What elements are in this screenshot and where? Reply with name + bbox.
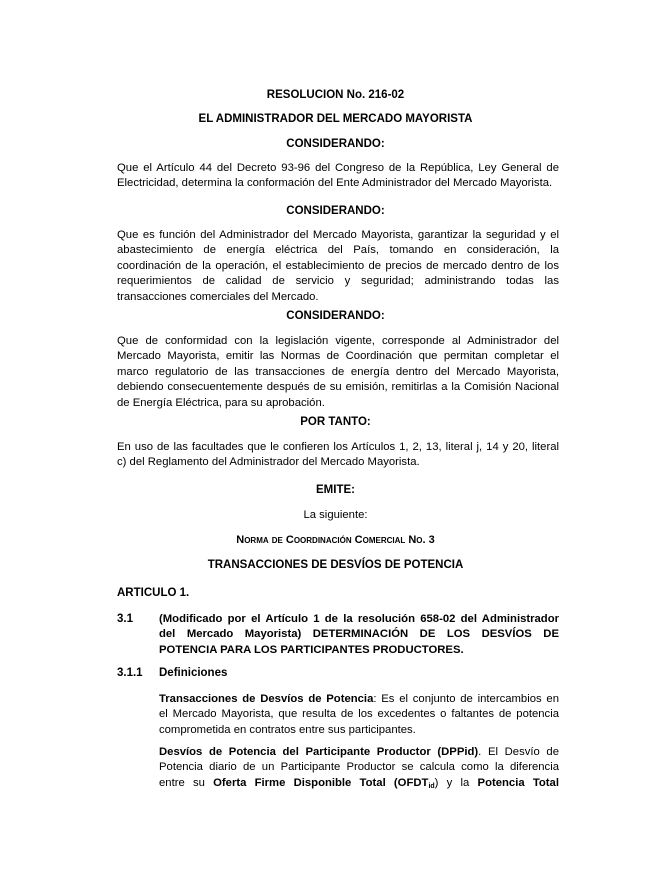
articulo-heading: ARTICULO 1. [117,587,190,599]
considerando-heading-3: CONSIDERANDO: [286,310,385,322]
definiciones-title: Definiciones [159,667,228,679]
considerando-heading-1: CONSIDERANDO: [286,138,385,150]
definition-text: ) y la [434,776,478,789]
text-line: Que el Artículo 44 del Decreto 93-96 del Congreso de la República, Ley General de [117,162,559,174]
text-line: coordinación de la operación, el establecimiento de precios de mercado dentro de los [117,259,559,272]
considerando-paragraph-1 [117,161,559,192]
text-line [159,745,559,760]
definition-text: entre su [159,776,214,789]
la-siguiente-text: La siguiente: [303,509,368,521]
section-number-3-1: 3.1 [117,613,133,625]
resolution-title: RESOLUCION No. 216-02 [266,89,405,101]
term-desvios: Desvíos de Potencia del Participante Productor (DPPid) [159,746,479,758]
definition-text: . El Desvío de [478,746,559,758]
administrator-heading: EL ADMINISTRADOR DEL MERCADO MAYORISTA [198,113,473,125]
text-line: marco regulatorio de las transacciones de energía dentro del Mercado Mayorista, [117,365,559,378]
definition-transacciones [159,692,559,738]
considerando-paragraph-2 [117,228,559,305]
text-line: del Mercado Mayorista) DETERMINACIÓN DE LOS DESVÍOS DE [159,628,559,641]
considerando-paragraph-3 [117,334,559,411]
text-line: de Energía Eléctrica, para su aprobación. [117,396,325,409]
transacciones-title: TRANSACCIONES DE DESVÍOS DE POTENCIA [207,559,464,571]
term-potencia-total: Potencia Total [477,776,559,789]
definition-desvios [159,745,559,794]
text-line: c) del Reglamento del Administrador del Mercado Mayorista. [117,456,420,469]
text-line: debiendo consecuentemente después de su emisión, remitirlas a la Comisión Nacional [117,381,559,394]
text-line: En uso de las facultades que le confieren los Artículos 1, 2, 13, literal j, 14 y 20, literal [117,441,559,453]
norma-title: Norma de Coordinación Comercial No. 3 [236,534,435,546]
section-number-3-1-1: 3.1.1 [117,667,143,679]
text-line: (Modificado por el Artículo 1 de la resolución 658-02 del Administrador [159,613,559,625]
text-line: POTENCIA PARA LOS PARTICIPANTES PRODUCTORES. [159,643,464,656]
text-line [159,692,559,707]
emite-heading: EMITE: [316,484,355,496]
por-tanto-paragraph [117,440,559,471]
section-3-1-text [159,612,559,658]
text-line: Mercado Mayorista, emitir las Normas de Coordinación que permitan completar el [117,350,559,363]
text-line: Electricidad, determina la conformación del Ente Administrador del Mercado Mayorista. [117,177,553,190]
term-ofdt: Oferta Firme Disponible Total (OFDT [213,776,429,789]
subscript-id: id [428,782,435,790]
por-tanto-heading: POR TANTO: [300,416,371,428]
text-line: Que es función del Administrador del Mercado Mayorista, garantizar la seguridad y el [117,229,559,241]
text-line: el Mercado Mayorista, que resulta de los excedentes o faltantes de potencia [159,708,559,721]
text-line: comprometida en contratos entre sus participantes. [159,723,416,736]
text-line: abastecimiento de energía eléctrica del País, tomando en consideración, la [117,244,559,257]
text-line [159,776,559,794]
text-line: requerimientos de calidad de servicio y seguridad; administrando todas las [117,275,559,288]
definition-text: : Es el conjunto de intercambios en [373,693,559,705]
text-line: transacciones comerciales del Mercado. [117,290,319,303]
text-line: Potencia diario de un Participante Productor se calcula como la diferencia [159,761,559,774]
considerando-heading-2: CONSIDERANDO: [286,205,385,217]
term-transacciones: Transacciones de Desvíos de Potencia [159,693,374,705]
text-line: Que de conformidad con la legislación vigente, corresponde al Administrador del [117,335,559,347]
